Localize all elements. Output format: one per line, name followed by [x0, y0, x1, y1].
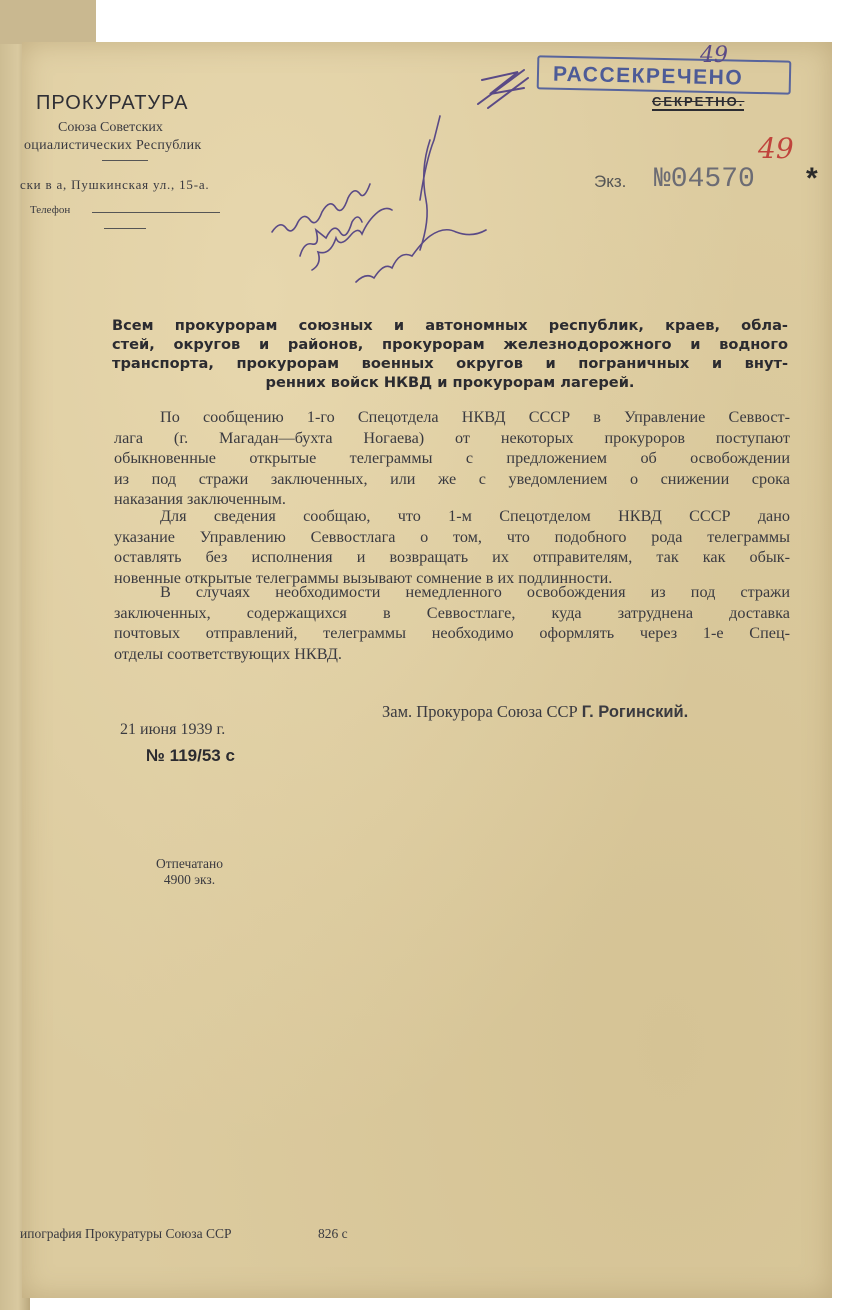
paragraph-line: оставлять без исполнения и возвращать их отправителям, так как обык- — [114, 548, 790, 567]
heading-line: ренних войск НКВД и прокурорам лагерей. — [265, 374, 635, 391]
signatory-position: Зам. Прокурора Союза ССР — [382, 702, 578, 721]
struck-mark — [478, 70, 528, 108]
copy-number: №04570 — [654, 164, 755, 195]
print-run-label: Отпечатано — [156, 856, 223, 871]
org-title: ПРОКУРАТУРА — [36, 92, 189, 114]
org-subtitle-line1: Союза Советских — [58, 120, 163, 135]
secret-mark: СЕКРЕТНО. — [652, 94, 745, 109]
paragraph-line: указание Управлению Севвостлага о том, что подобного рода телеграммы — [114, 527, 790, 546]
org-subtitle-line2: оциалистических Республик — [24, 138, 202, 153]
heading-line: транспорта, прокурорам военных округов и пограничных и внут- — [112, 355, 788, 372]
paragraph-line: В случаях необходимости немедленного освобождения из под стражи — [160, 583, 790, 601]
paragraph-line: заключенных, содержащихся в Севвостлаге, куда затруднена доставка — [114, 603, 790, 622]
declassified-stamp: РАССЕКРЕЧЕНО — [537, 55, 792, 94]
paragraph-line: новенные открытые телеграммы вызывают сомнение в их подлинности. — [114, 568, 613, 587]
printer-code: 826 с — [318, 1226, 348, 1241]
paragraph-line: из под стражи заключенных, или же с уведомлением о снижении срока — [114, 469, 790, 488]
print-run-count: 4900 экз. — [163, 872, 216, 887]
paragraph-line: По сообщению 1-го Спецотдела НКВД СССР в Управление Севвост- — [160, 408, 790, 426]
handwritten-stamp-number: 49 — [700, 43, 728, 68]
printer-imprint: ипография Прокуратуры Союза ССР — [20, 1226, 232, 1241]
paragraph-line: отделы соответствующих НКВД. — [114, 644, 342, 663]
paragraph-line: обыкновенные открытые телеграммы с предложением об освобождении — [114, 449, 790, 468]
paragraph-line: Для сведения сообщаю, что 1-м Спецотделом НКВД СССР дано — [160, 507, 790, 525]
paragraph-line: почтовых отправлений, телеграммы необходимо оформлять через 1-е Спец- — [114, 624, 790, 643]
handwritten-resolution — [272, 116, 486, 282]
document-number: № 119/53 с — [146, 746, 235, 765]
org-phone-label: Телефон — [30, 204, 71, 216]
copy-label: Экз. — [594, 172, 627, 191]
org-address: ски в а, Пушкинская ул., 15-а. — [20, 177, 210, 192]
paragraph-line: лага (г. Магадан—бухта Ногаева) от некоторых прокуроров поступают — [114, 428, 790, 447]
signatory-name: Г. Рогинский. — [581, 703, 689, 721]
heading-line: Всем прокурорам союзных и автономных республик, краев, обла- — [112, 317, 788, 334]
handwritten-corner-number: 49 — [758, 132, 794, 165]
document-date: 21 июня 1939 г. — [120, 721, 226, 738]
asterisk-mark: * — [806, 162, 818, 195]
heading-line: стей, округов и районов, прокурорам железнодорожного и водного — [112, 336, 788, 353]
paragraph-line: наказания заключенным. — [114, 490, 286, 509]
